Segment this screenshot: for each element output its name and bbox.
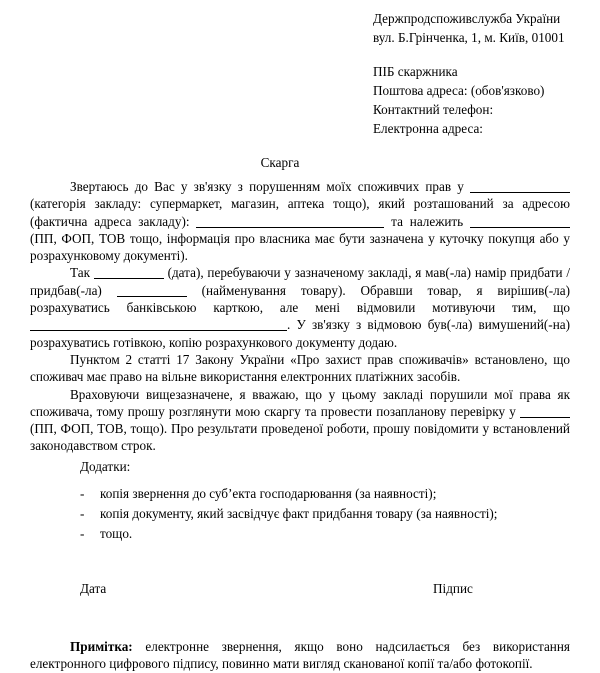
bullet-dash-icon: - — [80, 526, 85, 542]
blank-refusal-reason[interactable] — [30, 318, 287, 332]
date-label: Дата — [80, 581, 107, 597]
paragraph-intro — [30, 178, 570, 264]
list-item — [30, 484, 570, 504]
paragraph-intro-part-4: (ПП, ФОП, ТОВ тощо, інформація про власника має бути зазначена у куточку покупця або у розрахунковому документі). — [30, 230, 570, 264]
page-title: Скарга — [260, 155, 300, 170]
paragraph-legal-basis: Пунктом 2 статті 17 Закону України «Про захист прав споживачів» встановлено, що споживач має право на вільне використання електронних платіжних засобів. — [30, 351, 570, 385]
paragraph-incident-part-1: Так — [70, 265, 90, 281]
paragraph-request — [30, 386, 570, 455]
list-item-text: копія звернення до суб’екта господарювання (за наявності); — [100, 486, 437, 502]
list-item — [30, 524, 570, 544]
list-item — [30, 504, 570, 524]
blank-goods-name[interactable] — [117, 283, 187, 297]
paragraph-incident-part-3: (найменування товару). Обравши товар, я вирішив(-ла) розрахуватись банківською карткою, але мені відмовили мотивуючи тим, що — [30, 282, 571, 316]
paragraph-request-part-2: (ПП, ФОП, ТОВ, тощо). Про результати проведеної роботи, прошу повідомити у встановлений законодавством строк. — [30, 421, 570, 454]
list-item-text: копія документу, який засвідчує факт придбання товару (за наявності); — [100, 506, 498, 522]
paragraph-intro-part-2: (категорія закладу: супермаркет, магазин, аптека тощо), який розташований за адресою (фактична адреса закладу): — [30, 196, 570, 229]
bullet-dash-icon: - — [80, 486, 85, 502]
blank-inspection-target[interactable] — [520, 404, 570, 418]
blank-establishment-category[interactable] — [470, 179, 570, 193]
paragraph-incident-part-2: (дата), перебуваючи у зазначеному закладі, я мав(-ла) намір придбати / придбав(-ла) — [30, 265, 571, 298]
attachments-list — [30, 484, 570, 544]
paragraph-request-part-1: Враховуючи вищезазначене, я вважаю, що у цьому закладі порушили мої права як споживача, тому прошу розглянути мою скаргу та провести позапланову перевірку у — [30, 386, 570, 419]
bullet-dash-icon: - — [80, 506, 85, 522]
paragraph-incident-part-4: . У зв'язку з відмовою був(-ла) вимушений(-на) розрахуватись готівкою, копію розрахункового документу додаю. — [30, 317, 570, 350]
addressee-spacer — [373, 47, 570, 62]
addressee-address: вул. Б.Грінченка, 1, м. Київ, 01001 — [373, 30, 565, 45]
attachments-heading: Додатки: — [80, 458, 131, 474]
blank-establishment-address[interactable] — [196, 214, 384, 228]
addressee-block — [30, 9, 570, 138]
paragraph-intro-part-1: Звертаюсь до Вас у зв'язку з порушенням моїх споживчих прав у — [70, 179, 464, 194]
signature-label: Підпис — [433, 581, 473, 597]
paragraph-intro-part-3: та належить — [391, 213, 464, 229]
sender-phone-label: Контактний телефон: — [373, 102, 494, 117]
list-item-text: тощо. — [100, 526, 133, 542]
footnote-label: Примітка: — [70, 639, 133, 655]
blank-incident-date[interactable] — [94, 266, 164, 280]
sender-name-label: ПІБ скаржника — [373, 64, 458, 79]
blank-establishment-owner[interactable] — [470, 214, 570, 228]
paragraph-incident — [30, 264, 570, 350]
footnote — [30, 638, 570, 673]
footnote-text: електронне звернення, якщо воно надсилається без використання електронного цифрового підпису, повинно мати вигляд сканованої копії та/або фотокопії. — [30, 639, 570, 672]
sender-email-label: Електронна адреса: — [373, 121, 483, 136]
addressee-organization: Держпродспоживслужба України — [373, 11, 561, 26]
signature-row — [30, 580, 570, 600]
document-page — [0, 9, 600, 672]
sender-postal-address-label: Поштова адреса: (обов'язково) — [373, 83, 545, 98]
